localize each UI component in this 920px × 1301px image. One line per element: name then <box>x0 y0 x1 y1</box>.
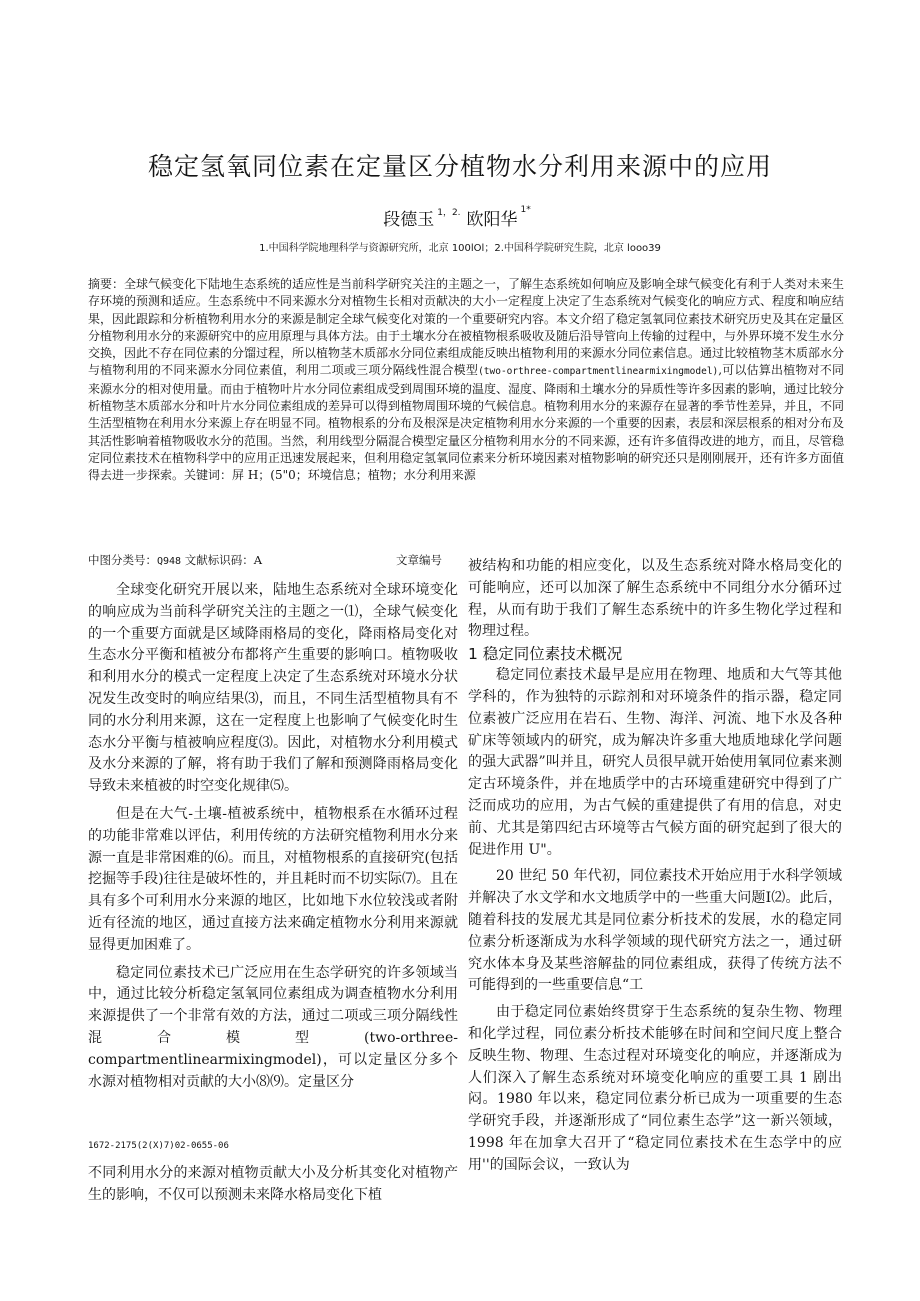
author-line <box>0 205 920 230</box>
left-column <box>88 580 458 1093</box>
abstract-text-1: 摘要：全球气候变化下陆地生态系统的适应性是当前科学研究关注的主题之一，了解生态系统如何响应及影响全球气候变化有利于人类对未来生存环境的预测和适应。生态系统中不同来源水分对植物生长相对贡献决的大小一定程度上决定了生态系统对气候变化的响应方式、程度和响应结果，因此跟踪和分析植物利用水分的来源是制定全球气候变化对策的一个重要研究内容。本文介绍了稳定氢氧同位素技术研究历史及其在定量区分植物利用水分的来源研究中的应用原理与具体方法。由于土壤水分在被植物根系吸收及随后沿导管向上传输的过程中，与外界环境不发生水分交换，因此不存在同位素的分馏过程，所以植物茎木质部水分同位素组成能反映出植物利用的来源水分同位素信息。通过比较植物茎木质部水分与植物利用的不同来源水分同位素值，利用二项或三项分隔线性混合模型 <box>88 277 845 378</box>
intro-paragraph-2: 但是在大气-土壤-植被系统中，植物根系在水循环过程的功能非常难以评估，利用传统的方法研究植物利用水分来源一直是非常困难的⑹。而且，对植物根系的直接研究(包括挖掘等手段)往往是破坏性的，并且耗时而不切实际⑺。且在具有多个可利用水分来源的地区，比如地下水位较浅或者附近有径流的地区，通过直接方法来确定植物水分利用来源就显得更加困难了。 <box>88 805 458 953</box>
author-1-affil-mark: 1，2. <box>437 208 461 218</box>
right-paragraph-3: 20 世纪 50 年代初，同位素技术开始应用于水科学领域并解决了水文学和水文地质学中的一些重大问题I⑵。此后，随着科技的发展尤其是同位素分析技术的发展，水的稳定同位素分析逐渐成为水科学领域的现代研究方法之一，通过研究水体本身及某些溶解盐的同位素组成，获得了传统方法不可能得到的一些重要信息“工 <box>468 868 842 994</box>
article-number-label: 文章编号 <box>396 553 442 567</box>
clc-code: Q948 <box>157 556 182 567</box>
right-paragraph-1: 被结构和功能的相应变化，以及生态系统对降水格局变化的可能响应，还可以加深了解生态系统中不同组分水分循环过程，从而有助于我们了解生态系统中的许多生物化学过程和物理过程。 <box>468 558 842 640</box>
intro-paragraph-3: 稳定同位素技术已广泛应用在生态学研究的许多领域当中，通过比较分析稳定氢氧同位素组成为调查植物水分利用来源提供了一个非常有效的方法，通过二项或三项分隔线性混合模型(two-orthree-compartmentlinearmixingmodel)，可以定量区分多个水源对植物相对贡献的大小⑻⑼。定量区分 <box>88 964 458 1090</box>
affiliations: 1.中国科学院地理科学与资源研究所，北京 100lOl；2.中国科学院研究生院，北京 looo39 <box>259 243 661 254</box>
right-paragraph-4: 由于稳定同位素始终贯穿于生态系统的复杂生物、物理和化学过程，同位素分析技术能够在时间和空间尺度上整合反映生物、物理、生态过程对环境变化的响应，并逐渐成为人们深入了解生态系统对环境变化响应的重要工具 1 剧出闷。1980 年以来，稳定同位素分析已成为一项重要的生态学研究手段，并逐渐形成了“同位素生态学”这一新兴领域，1998 年在加拿大召开了“稳定同位素技术在生态学中的应用''的国际会议，一致认为 <box>468 1004 842 1173</box>
document-code: 文献标识码：A <box>184 553 263 567</box>
intro-paragraph-4: 不同利用水分的来源对植物贡献大小及分析其变化对植物产生的影响，不仅可以预测未来降水格局变化下植 <box>88 1165 458 1203</box>
abstract <box>88 276 844 485</box>
abstract-model-name: (two-orthree-compartmentlinearmixingmodel) <box>478 366 719 378</box>
author-2-affil-mark: 1* <box>520 205 531 215</box>
intro-paragraph-1: 全球变化研究开展以来，陆地生态系统对全球环境变化的响应成为当前科学研究关注的主题之一⑴，全球气候变化的一个重要方面就是区域降雨格局的变化，降雨格局变化对生态水分平衡和植被分布都将产生重要的影响口。植物吸收和利用水分的模式一定程度上决定了生态系统对环境水分状况发生改变时的响应结果⑶，而且，不同生活型植物具有不同的水分利用来源，这在一定程度上也影响了气候变化时生态水分平衡与植被响应程度⑶。因此，对植物水分利用模式及水分来源的了解，将有助于我们了解和预测降雨格局变化导致未来植被的时空变化规律⑸。 <box>88 582 458 795</box>
left-column-bottom <box>88 1163 458 1207</box>
author-2: 欧阳华 <box>466 210 518 230</box>
section-heading-1: 1 稳定同位素技术概况 <box>468 645 623 664</box>
issn-article-code: 1672-2175(2(X)7)02-0655-06 <box>88 1141 229 1151</box>
abstract-text-2: ,可以估算出植物对不同来源水分的相对使用量。而由于植物叶片水分同位素组成受到周围环境的温度、湿度、降雨和土壤水分的异质性等许多因素的影响，通过比较分析植物茎木质部水分和叶片水分同位素组成的差异可以得到植物周围环境的气候信息。植物利用水分的来源存在显著的季节性差异，并且，不同生活型植物在利用水分来源上存在明显不同。植物根系的分布及根深是决定植物利用水分来源的一个重要的因素，表层和深层根系的相对分布及其活性影响着植物吸收水分的范围。当然，利用线型分隔混合模型定量区分植物利用水分的不同来源，还有许多值得改进的地方，而且，尽管稳定同位素技术在植物科学中的应用正迅速发展起来，但利用稳定氢氧同位素来分析环境因素对植物影响的研究还只是刚刚展开，还有许多方面值得去进一步探索。关键词：屏 H；(5"0；环境信息；植物；水分利用来源 <box>88 363 845 483</box>
clc-label: 中图分类号： <box>88 553 157 567</box>
right-paragraph-2: 稳定同位素技术最早是应用在物理、地质和大气等其他学科的，作为独特的示踪剂和对环境条件的指示器，稳定同位素被广泛应用在岩石、生物、海洋、河流、地下水及各种矿床等领域内的研究，成为解决许多重大地质地球化学问题的强大武器”叫并且，研究人员很早就开始使用氧同位素来测定古环境条件，并在地质学中的古环境重建研究中得到了广泛而成功的应用，为古气候的重建提供了有用的信息，对史前、尤其是第四纪古环境等古气候方面的研究起到了很大的促进作用 U"。 <box>468 667 842 858</box>
paper-title: 稳定氢氧同位素在定量区分植物水分利用来源中的应用 <box>147 152 772 181</box>
classification-line <box>88 552 458 568</box>
right-column <box>468 556 842 1177</box>
author-1: 段德玉 <box>383 210 435 230</box>
